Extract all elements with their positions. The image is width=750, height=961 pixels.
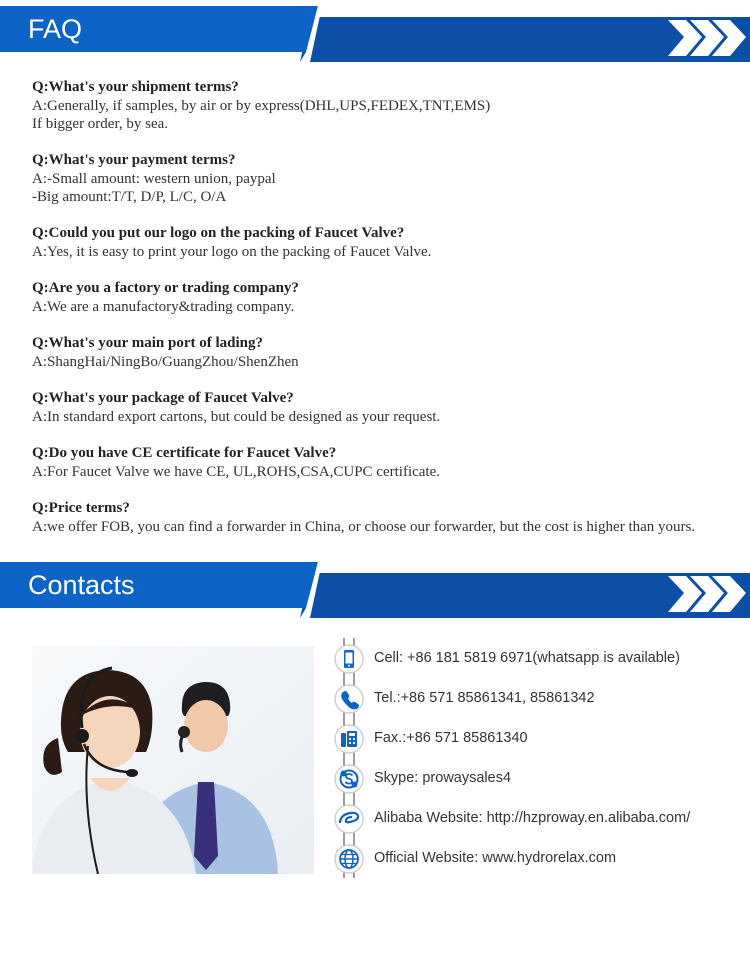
contact-row-alibaba	[332, 798, 742, 838]
contact-row-tel	[332, 678, 742, 718]
mobile-phone-icon	[334, 644, 364, 674]
faq-item	[32, 151, 744, 206]
faq-item	[32, 444, 744, 481]
contact-row-website	[332, 838, 742, 878]
faq-title: FAQ	[28, 14, 83, 44]
faq-answer: A:-Small amount: western union, paypal -Big amount:T/T, D/P, L/C, O/A	[32, 171, 276, 205]
contact-row-cell	[332, 638, 742, 678]
faq-answer: A:we offer FOB, you can find a forwarder in China, or choose our forwarder, but the cost is higher than yours.	[32, 519, 696, 535]
contact-skype-text: Skype: prowaysales4	[374, 770, 512, 786]
faq-item	[32, 334, 744, 371]
faq-banner	[0, 6, 750, 68]
faq-answer: A:For Faucet Valve we have CE, UL,ROHS,CSA,CUPC certificate.	[32, 464, 440, 480]
faq-question: Q:What's your payment terms?	[32, 152, 236, 168]
faq-question: Q:What's your main port of lading?	[32, 335, 263, 351]
faq-item	[32, 499, 744, 536]
contacts-banner	[0, 562, 750, 624]
faq-answer: A:In standard export cartons, but could be designed as your request.	[32, 409, 441, 425]
alibaba-icon	[334, 804, 364, 834]
skype-icon	[334, 764, 364, 794]
faq-answer: A:ShangHai/NingBo/GuangZhou/ShenZhen	[32, 354, 299, 370]
contact-list	[332, 638, 742, 878]
contact-tel-text: Tel.:+86 571 85861341, 85861342	[374, 690, 595, 706]
fax-icon	[334, 724, 364, 754]
contact-row-skype	[332, 758, 742, 798]
faq-item	[32, 78, 744, 133]
globe-icon	[334, 844, 364, 874]
customer-service-photo	[32, 646, 314, 874]
faq-item	[32, 389, 744, 426]
faq-question: Q:Price terms?	[32, 500, 130, 516]
contact-alibaba-text[interactable]: Alibaba Website: http://hzproway.en.alibaba.com/	[374, 810, 691, 826]
telephone-icon	[334, 684, 364, 714]
faq-banner-graphic	[0, 6, 750, 68]
faq-question: Q:Do you have CE certificate for Faucet Valve?	[32, 445, 337, 461]
faq-question: Q:Could you put our logo on the packing of Faucet Valve?	[32, 225, 405, 241]
contact-fax-text: Fax.:+86 571 85861340	[374, 730, 528, 746]
faq-question: Q:What's your shipment terms?	[32, 79, 239, 95]
contact-row-fax	[332, 718, 742, 758]
faq-question: Q:What's your package of Faucet Valve?	[32, 390, 294, 406]
faq-list	[32, 78, 744, 554]
faq-question: Q:Are you a factory or trading company?	[32, 280, 299, 296]
faq-answer: A:Generally, if samples, by air or by express(DHL,UPS,FEDEX,TNT,EMS) If bigger order, by sea.	[32, 98, 491, 132]
faq-item	[32, 279, 744, 316]
faq-item	[32, 224, 744, 261]
faq-answer: A:Yes, it is easy to print your logo on the packing of Faucet Valve.	[32, 244, 432, 260]
faq-answer: A:We are a manufactory&trading company.	[32, 299, 295, 315]
contacts-title: Contacts	[28, 570, 135, 600]
contact-website-text[interactable]: Official Website: www.hydrorelax.com	[374, 850, 617, 866]
contact-cell-text: Cell: +86 181 5819 6971(whatsapp is available)	[374, 650, 680, 666]
